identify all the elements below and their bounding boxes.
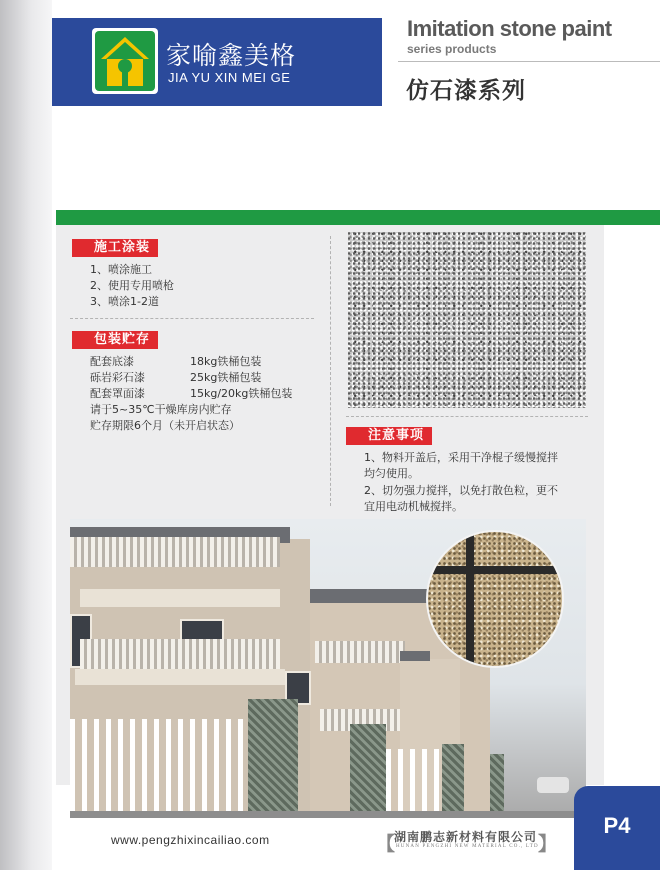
ground xyxy=(70,811,586,818)
balcony-railing xyxy=(70,537,280,567)
series-subtitle-en: series products xyxy=(407,42,497,56)
packaging-name: 配套底漆 xyxy=(90,355,134,368)
villa-roof xyxy=(400,651,430,661)
section-divider xyxy=(70,318,314,319)
stone-pillar xyxy=(442,744,464,818)
construction-item: 3、喷涂1-2道 xyxy=(90,295,159,308)
white-fence xyxy=(70,719,250,818)
construction-item: 2、使用专用喷枪 xyxy=(90,279,174,292)
balcony-railing xyxy=(80,639,280,669)
stone-pillar xyxy=(248,699,298,818)
notice-line: 2、切勿强力搅拌，以免打散色粒，更不 xyxy=(364,484,558,497)
packaging-tag: 包装贮存 xyxy=(72,331,158,349)
green-accent-bar xyxy=(56,210,660,225)
villa-ledge xyxy=(75,669,285,685)
stone-pillar xyxy=(490,754,504,818)
packaging-spec: 18kg铁桶包装 xyxy=(190,355,262,368)
company-name-cn: 湖南鹏志新材料有限公司 xyxy=(394,830,538,844)
company-name-en: HUNAN PENGZHI NEW MATERIAL CO., LTD xyxy=(396,844,539,849)
page-number: P4 xyxy=(603,813,631,838)
page-number-block xyxy=(574,786,660,870)
white-fence xyxy=(386,749,442,818)
series-title-cn: 仿石漆系列 xyxy=(406,78,526,104)
brand-name-cn: 家喻鑫美格 xyxy=(166,41,297,70)
notice-line: 均匀使用。 xyxy=(364,467,419,480)
notice-line: 宜用电动机械搅拌。 xyxy=(364,500,463,513)
packaging-name: 砾岩彩石漆 xyxy=(90,371,145,384)
packaging-spec: 25kg铁桶包装 xyxy=(190,371,262,384)
brand-name-en: JIA YU XIN MEI GE xyxy=(168,70,291,85)
storage-note: 请于5~35℃干燥库房内贮存 xyxy=(90,403,232,416)
villa-ledge xyxy=(80,589,280,607)
villa-roof xyxy=(310,589,430,603)
section-divider xyxy=(346,416,588,417)
balcony-railing xyxy=(315,641,405,663)
notice-tag: 注意事项 xyxy=(346,427,432,445)
website-url: www.pengzhixincailiao.com xyxy=(111,833,270,847)
construction-item: 1、喷涂施工 xyxy=(90,263,152,276)
bracket-left: 【 xyxy=(376,833,396,855)
packaging-spec: 15kg/20kg铁桶包装 xyxy=(190,387,293,400)
notice-line: 1、物料开盖后，采用干净棍子缓慢搅拌 xyxy=(364,451,558,464)
stone-texture-sample xyxy=(348,232,586,408)
stone-closeup-circle xyxy=(426,530,564,668)
parked-car xyxy=(537,777,569,793)
house-logo-icon xyxy=(92,28,158,94)
brand-logo xyxy=(92,28,158,94)
packaging-name: 配套罩面漆 xyxy=(90,387,145,400)
series-title-en: Imitation stone paint xyxy=(407,16,612,41)
bracket-right: 】 xyxy=(538,833,558,855)
storage-note: 贮存期限6个月（未开启状态） xyxy=(90,419,240,432)
page-spine-shadow xyxy=(0,0,52,870)
construction-tag: 施工涂装 xyxy=(72,239,158,257)
column-divider xyxy=(330,236,331,506)
title-divider xyxy=(398,61,660,62)
stone-pillar xyxy=(350,724,386,818)
